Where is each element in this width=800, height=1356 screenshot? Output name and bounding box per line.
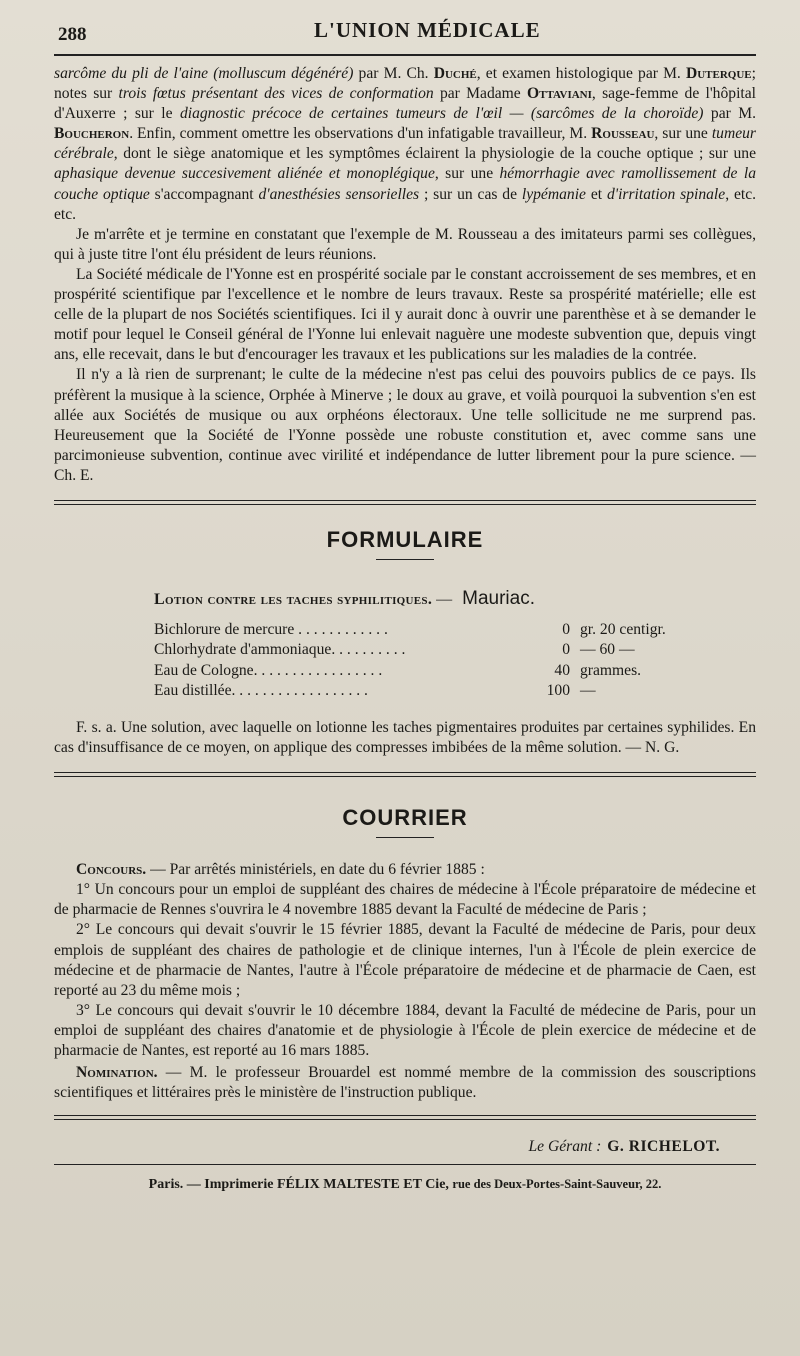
author-boucheron: Boucheron: [54, 125, 130, 143]
fsa-paragraph: [54, 718, 756, 758]
author-ottaviani: Ottaviani: [526, 85, 592, 103]
intro-italic-5: aphasique devenue succesivement aliénée et monoplégique: [54, 165, 435, 183]
ingredient-qty: 100: [546, 682, 570, 700]
concours-item-2: 2° Le concours qui devait s'ouvrir le 15 février 1885, devant la Faculté de médecine de Paris, pour deux emplois de suppléant des chaires de pathologie et de clinique internes, l'un à l'École de plein exercice de médecine et de pharmacie de Nantes, l'autre à l'École préparatoire de médecine et de pharmacie de Caen, est reporté au 23 du même mois ;: [54, 921, 756, 999]
intro-italic-6: hémorrhagie avec ramollissement de la couche optique: [54, 165, 756, 203]
formulaire-title-rule: [376, 559, 434, 560]
imprint: [54, 1177, 756, 1193]
ingredient-row: [154, 681, 756, 702]
courrier-title: COURRIER: [342, 805, 468, 831]
intro-paragraph: [54, 64, 756, 225]
nomination-label: Nomination.: [76, 1064, 158, 1082]
nomination-paragraph: [54, 1063, 756, 1103]
imprint-city: Paris.: [148, 1177, 184, 1193]
ingredient-unit: —: [580, 682, 596, 700]
ingredient-name: Eau distillée. . . . . . . . . . . . . . . . . .: [154, 682, 368, 700]
intro-text-5: , sage-femme de l'hôpital d'Auxerre ; sur le: [54, 85, 756, 123]
fsa-text: Une solution, avec laquelle on lotionne les taches pigmentaires produites par certaines syphilides. En cas d'insuffisance de ce moyen, on applique des compresses imbibées de la même solution. — N. G.: [54, 718, 756, 757]
ingredient-unit: — 60 —: [580, 641, 635, 659]
author-duterque: Duterque: [685, 65, 752, 82]
intro-text-1: par M. Ch.: [353, 65, 434, 82]
ingredient-name: Eau de Cologne. . . . . . . . . . . . . . . . .: [154, 661, 383, 679]
intro-italic-2: trois fœtus présentant des vices de conformation: [118, 85, 434, 103]
ingredient-qty: 0: [562, 641, 570, 659]
signature-name: G. RICHELOT.: [607, 1138, 720, 1156]
intro-italic-9: d'irritation spinale: [606, 185, 726, 203]
intro-text-9: , dont le siège anatomique et les symptômes éclairent la physiologie de la couche optique ; sur une: [113, 145, 756, 163]
ingredient-qty: 0: [562, 620, 570, 638]
signature: [54, 1138, 720, 1156]
intro-text-13: et: [585, 185, 607, 203]
ingredient-name: Bichlorure de mercure . . . . . . . . . . . .: [154, 620, 388, 638]
concours-text: — Par arrêtés ministériels, en date du 6 février 1885 :: [146, 861, 485, 879]
recipe-title: Lotion contre les taches syphilitiques.: [154, 590, 433, 608]
paragraph-rousseau: Je m'arrête et je termine en constatant que l'exemple de M. Rousseau a des imitateurs parmi ses collègues, qui à juste titre l'ont élu président de leurs réunions.: [54, 225, 756, 263]
intro-text-8: , sur une: [654, 125, 712, 143]
intro-text-14: , etc. etc.: [54, 185, 757, 223]
intro-text-10: , sur une: [434, 165, 500, 183]
concours-item-1: 1° Un concours pour un emploi de suppléant des chaires de médecine à l'École préparatoire de médecine et de pharmacie de Rennes s'ouvrira le 4 novembre 1885 devant la Faculté de médecine de Paris ;: [54, 881, 756, 919]
section-divider-2: [54, 772, 756, 777]
nomination-text: — M. le professeur Brouardel est nommé membre de la commission des souscriptions scientifiques et littéraires près le ministère de l'instruction publique.: [54, 1064, 756, 1102]
fsa-label: F. s. a.: [76, 718, 117, 736]
intro-text-2: , et examen histologique par M.: [476, 65, 686, 82]
intro-italic-1: sarcôme du pli de l'aine (molluscum dégénéré): [54, 65, 354, 82]
concours-paragraph: [54, 860, 756, 880]
recipe-dash: —: [432, 590, 457, 608]
intro-text-3: ; notes sur: [54, 65, 756, 103]
ingredient-qty: 40: [554, 661, 570, 679]
intro-italic-8: lypémanie: [521, 185, 586, 203]
paragraph-culte: Il n'y a là rien de surprenant; le culte de la médecine n'est pas celui des pouvoirs publics de ce pays. Ils préfèrent la musique à la science, Orphée à Minerve ; le doux au grave, et voilà pourquoi la subvention s'en est allée aux Sociétés de musique ou aux orphéons électoraux. Une telle sollicitude ne me surprend pas. Heureusement que la Société de l'Yonne possède une robuste constitution et, avec comme sans une parcimonieuse subvention, continue avec virilité et indépendance de lutter librement pour la pure science. — Ch. E.: [54, 366, 756, 484]
running-head: [54, 18, 756, 48]
concours-label: Concours.: [76, 861, 147, 879]
ingredient-row: [154, 640, 756, 661]
courrier-title-rule: [376, 837, 434, 838]
header-rule: [54, 54, 756, 56]
author-duche: Duché: [433, 65, 477, 82]
concours-item-3: 3° Le concours qui devait s'ouvrir le 10 décembre 1884, devant la Faculté de médecine de Paris, pour un emploi de suppléant des chaires d'anatomie et de physiologie à l'École de plein exercice de médecine et de pharmacie de Nantes, est reporté au 16 mars 1885.: [54, 1001, 756, 1059]
ingredients-list: [154, 620, 756, 702]
footer-rule: [54, 1164, 756, 1165]
journal-title: L'UNION MÉDICALE: [314, 18, 541, 42]
recipe-heading: [154, 588, 756, 610]
recipe-author: Mauriac.: [462, 587, 535, 609]
intro-text-7: . Enfin, comment omettre les observations d'un infatigable travailleur, M.: [129, 125, 592, 143]
imprint-address: rue des Deux-Portes-Saint-Sauveur, 22.: [452, 1177, 662, 1192]
section-divider-3: [54, 1115, 756, 1120]
intro-italic-4: tumeur cérébrale: [54, 125, 756, 163]
section-divider-1: [54, 500, 756, 505]
imprint-text: — Imprimerie FÉLIX MALTESTE ET Cie,: [183, 1177, 453, 1193]
intro-italic-3: diagnostic précoce de certaines tumeurs de l'œil — (sarcômes de la choroïde): [179, 105, 704, 123]
ingredient-unit: grammes.: [580, 661, 642, 679]
intro-text-4: par Madame: [433, 85, 527, 103]
ingredient-row: [154, 620, 756, 641]
intro-italic-7: d'anesthésies sensorielles: [258, 185, 420, 203]
paragraph-societe: La Société médicale de l'Yonne est en prospérité sociale par le constant accroissement de ses membres, et en prospérité scientifique par l'excellence et le nombre de leurs travaux. Reste sa prospérité matérielle; elle est celle de la plupart de nos Sociétés scientifiques. Ici il y aurait donc à ouvrir une parenthèse et à se demander le motif pour lequel le Conseil général de l'Yonne lui enlevait naguère une modeste subvention que, depuis vingt ans, elle recevait, dans le but d'encourager les travaux et les publications sur les maladies de la contrée.: [54, 265, 756, 364]
intro-text-6: par M.: [703, 105, 756, 123]
ingredient-name: Chlorhydrate d'ammoniaque. . . . . . . . . .: [154, 641, 406, 659]
intro-text-11: s'accompagnant: [149, 185, 259, 203]
formulaire-title: FORMULAIRE: [326, 526, 484, 552]
ingredient-row: [154, 661, 756, 682]
signature-label: Le Gérant :: [528, 1138, 602, 1156]
author-rousseau: Rousseau: [591, 125, 655, 143]
ingredient-unit: gr. 20 centigr.: [580, 620, 666, 638]
intro-text-12: ; sur un cas de: [419, 185, 522, 203]
page-number: 288: [58, 24, 87, 45]
